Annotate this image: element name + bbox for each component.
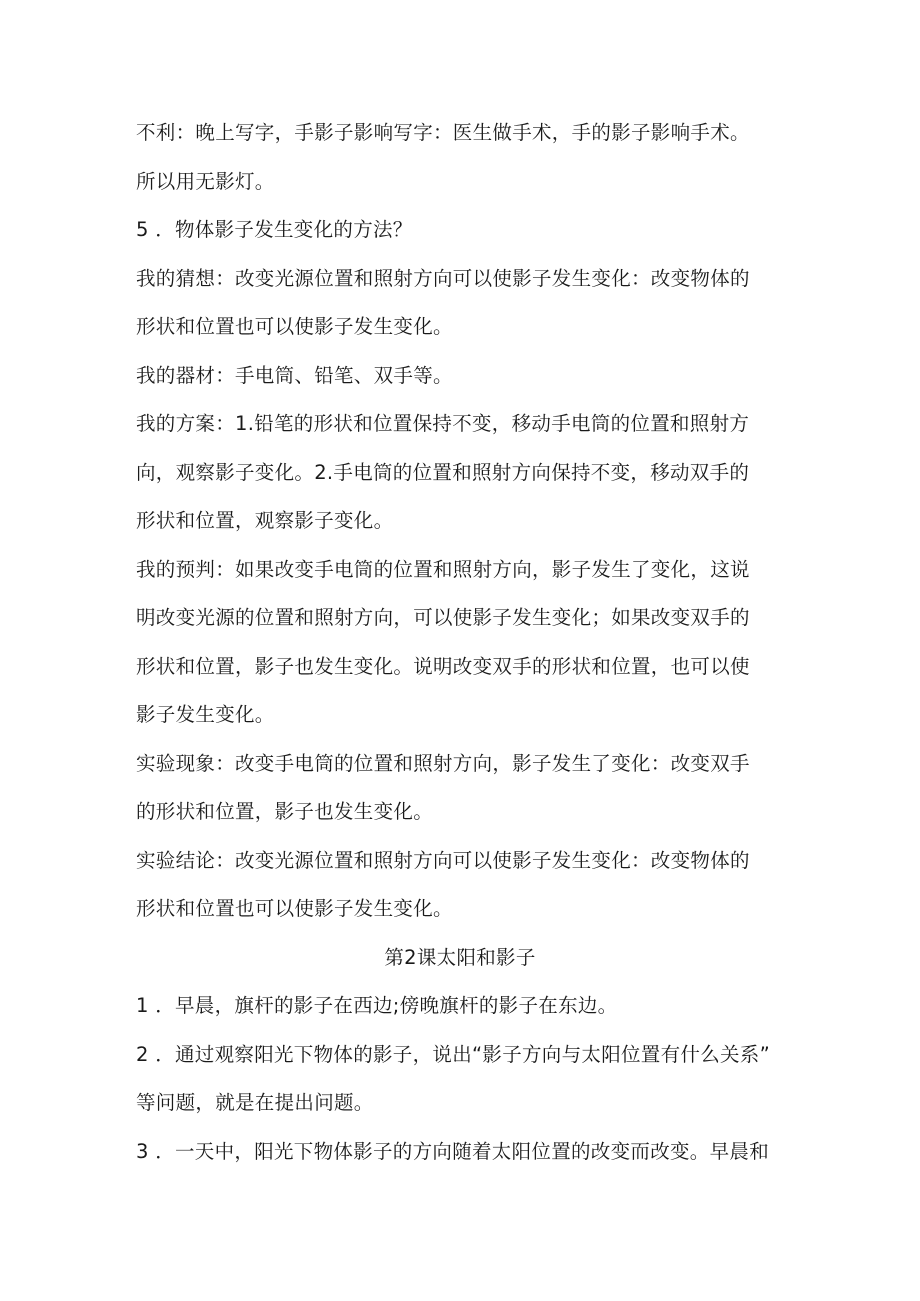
text-line: 形状和位置，影子也发生变化。说明改变双手的形状和位置，也可以使 xyxy=(136,654,750,678)
list-item: 1 ．早晨，旗杆的影子在西边;傍晚旗杆的影子在东边。 xyxy=(136,994,618,1017)
text-line: 形状和位置也可以使影子发生变化。 xyxy=(136,315,453,338)
text-line: 所以用无影灯。 xyxy=(136,169,275,193)
text-line: 形状和位置，观察影子变化。 xyxy=(136,509,394,532)
text-line: 我的猜想：改变光源位置和照射方向可以使影子发生变化：改变物体的 xyxy=(136,266,750,290)
text-line: 我的方案：1.铅笔的形状和位置保持不变，移动手电筒的位置和照射方 xyxy=(136,412,750,435)
text-line: 向，观察影子变化。2.手电筒的位置和照射方向保持不变，移动双手的 xyxy=(136,460,750,484)
text-line: 的形状和位置，影子也发生变化。 xyxy=(136,800,434,823)
section-heading: 第2课太阳和影子 xyxy=(384,945,536,969)
list-item: 3 ．一天中，阳光下物体影子的方向随着太阳位置的改变而改变。早晨和 xyxy=(136,1139,770,1163)
text-line: 我的器材：手电筒、铅笔、双手等。 xyxy=(136,363,453,387)
text-line: 不利：晚上写字，手影子影响写字：医生做手术，手的影子影响手术。 xyxy=(136,121,750,144)
text-line: 实验现象：改变手电筒的位置和照射方向，影子发生了变化：改变双手 xyxy=(136,751,750,775)
text-line: 我的预判：如果改变手电筒的位置和照射方向，影子发生了变化，这说 xyxy=(136,557,750,581)
text-line: 明改变光源的位置和照射方向，可以使影子发生变化；如果改变双手的 xyxy=(136,606,750,629)
text-line: 等问题，就是在提出问题。 xyxy=(136,1091,374,1114)
list-item: 2 ．通过观察阳光下物体的影子，说出“影子方向与太阳位置有什么关系” xyxy=(136,1042,771,1066)
list-item: 5 ．物体影子发生变化的方法？ xyxy=(136,218,413,241)
text-line: 影子发生变化。 xyxy=(136,703,275,726)
text-line: 形状和位置也可以使影子发生变化。 xyxy=(136,897,453,920)
text-line: 实验结论：改变光源位置和照射方向可以使影子发生变化：改变物体的 xyxy=(136,848,750,872)
